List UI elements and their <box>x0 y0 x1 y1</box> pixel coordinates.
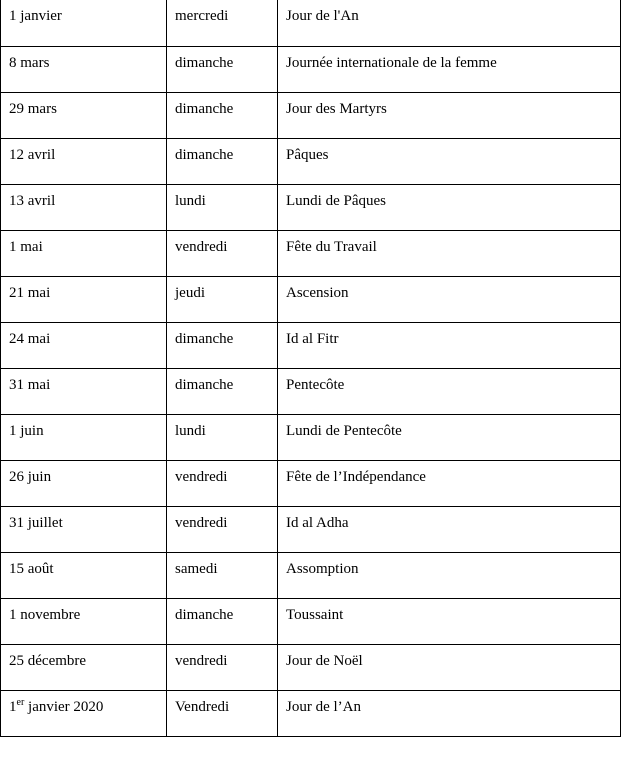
holiday-name-cell: Jour de l'An <box>278 0 621 46</box>
weekday-cell: mercredi <box>167 0 278 46</box>
holiday-name-cell: Lundi de Pentecôte <box>278 414 621 460</box>
weekday-cell: dimanche <box>167 92 278 138</box>
holiday-name-cell: Lundi de Pâques <box>278 184 621 230</box>
holiday-name-cell: Jour des Martyrs <box>278 92 621 138</box>
weekday-cell: dimanche <box>167 138 278 184</box>
weekday-cell: dimanche <box>167 46 278 92</box>
weekday-cell: jeudi <box>167 276 278 322</box>
weekday-cell: vendredi <box>167 460 278 506</box>
holiday-name-cell: Assomption <box>278 552 621 598</box>
weekday-cell: vendredi <box>167 644 278 690</box>
weekday-cell: vendredi <box>167 230 278 276</box>
table-row <box>1 322 621 368</box>
holiday-name-cell: Fête du Travail <box>278 230 621 276</box>
weekday-cell: dimanche <box>167 368 278 414</box>
weekday-cell: Vendredi <box>167 690 278 736</box>
date-day-number: 1 <box>9 698 17 715</box>
holiday-name-cell: Jour de Noël <box>278 644 621 690</box>
weekday-cell: dimanche <box>167 598 278 644</box>
table-row <box>1 460 621 506</box>
weekday-cell: dimanche <box>167 322 278 368</box>
table-row <box>1 598 621 644</box>
holiday-name-cell: Journée internationale de la femme <box>278 46 621 92</box>
weekday-cell: lundi <box>167 414 278 460</box>
date-cell: 1 janvier <box>1 0 167 46</box>
weekday-cell: vendredi <box>167 506 278 552</box>
date-cell: 31 mai <box>1 368 167 414</box>
date-cell: 25 décembre <box>1 644 167 690</box>
holidays-table-body <box>1 0 621 736</box>
date-cell: 15 août <box>1 552 167 598</box>
table-row <box>1 414 621 460</box>
holiday-name-cell: Pentecôte <box>278 368 621 414</box>
date-cell <box>1 690 167 736</box>
holiday-name-cell: Id al Fitr <box>278 322 621 368</box>
date-cell: 21 mai <box>1 276 167 322</box>
table-row <box>1 368 621 414</box>
table-row <box>1 184 621 230</box>
table-row <box>1 690 621 736</box>
date-rest: janvier 2020 <box>24 698 104 715</box>
holiday-name-cell: Id al Adha <box>278 506 621 552</box>
table-row <box>1 644 621 690</box>
date-cell: 12 avril <box>1 138 167 184</box>
date-cell: 24 mai <box>1 322 167 368</box>
date-cell: 26 juin <box>1 460 167 506</box>
date-ordinal-suffix: er <box>16 696 25 708</box>
table-row <box>1 552 621 598</box>
holiday-name-cell: Toussaint <box>278 598 621 644</box>
holiday-name-cell: Pâques <box>278 138 621 184</box>
holiday-name-cell: Ascension <box>278 276 621 322</box>
weekday-cell: lundi <box>167 184 278 230</box>
date-cell: 13 avril <box>1 184 167 230</box>
date-cell: 1 juin <box>1 414 167 460</box>
date-cell: 29 mars <box>1 92 167 138</box>
date-cell: 31 juillet <box>1 506 167 552</box>
table-row <box>1 506 621 552</box>
date-cell: 8 mars <box>1 46 167 92</box>
table-row <box>1 0 621 46</box>
holiday-name-cell: Fête de l’Indépendance <box>278 460 621 506</box>
table-row <box>1 276 621 322</box>
table-row <box>1 92 621 138</box>
table-row <box>1 230 621 276</box>
table-row <box>1 138 621 184</box>
date-cell: 1 novembre <box>1 598 167 644</box>
weekday-cell: samedi <box>167 552 278 598</box>
table-row <box>1 46 621 92</box>
date-cell: 1 mai <box>1 230 167 276</box>
holiday-name-cell: Jour de l’An <box>278 690 621 736</box>
